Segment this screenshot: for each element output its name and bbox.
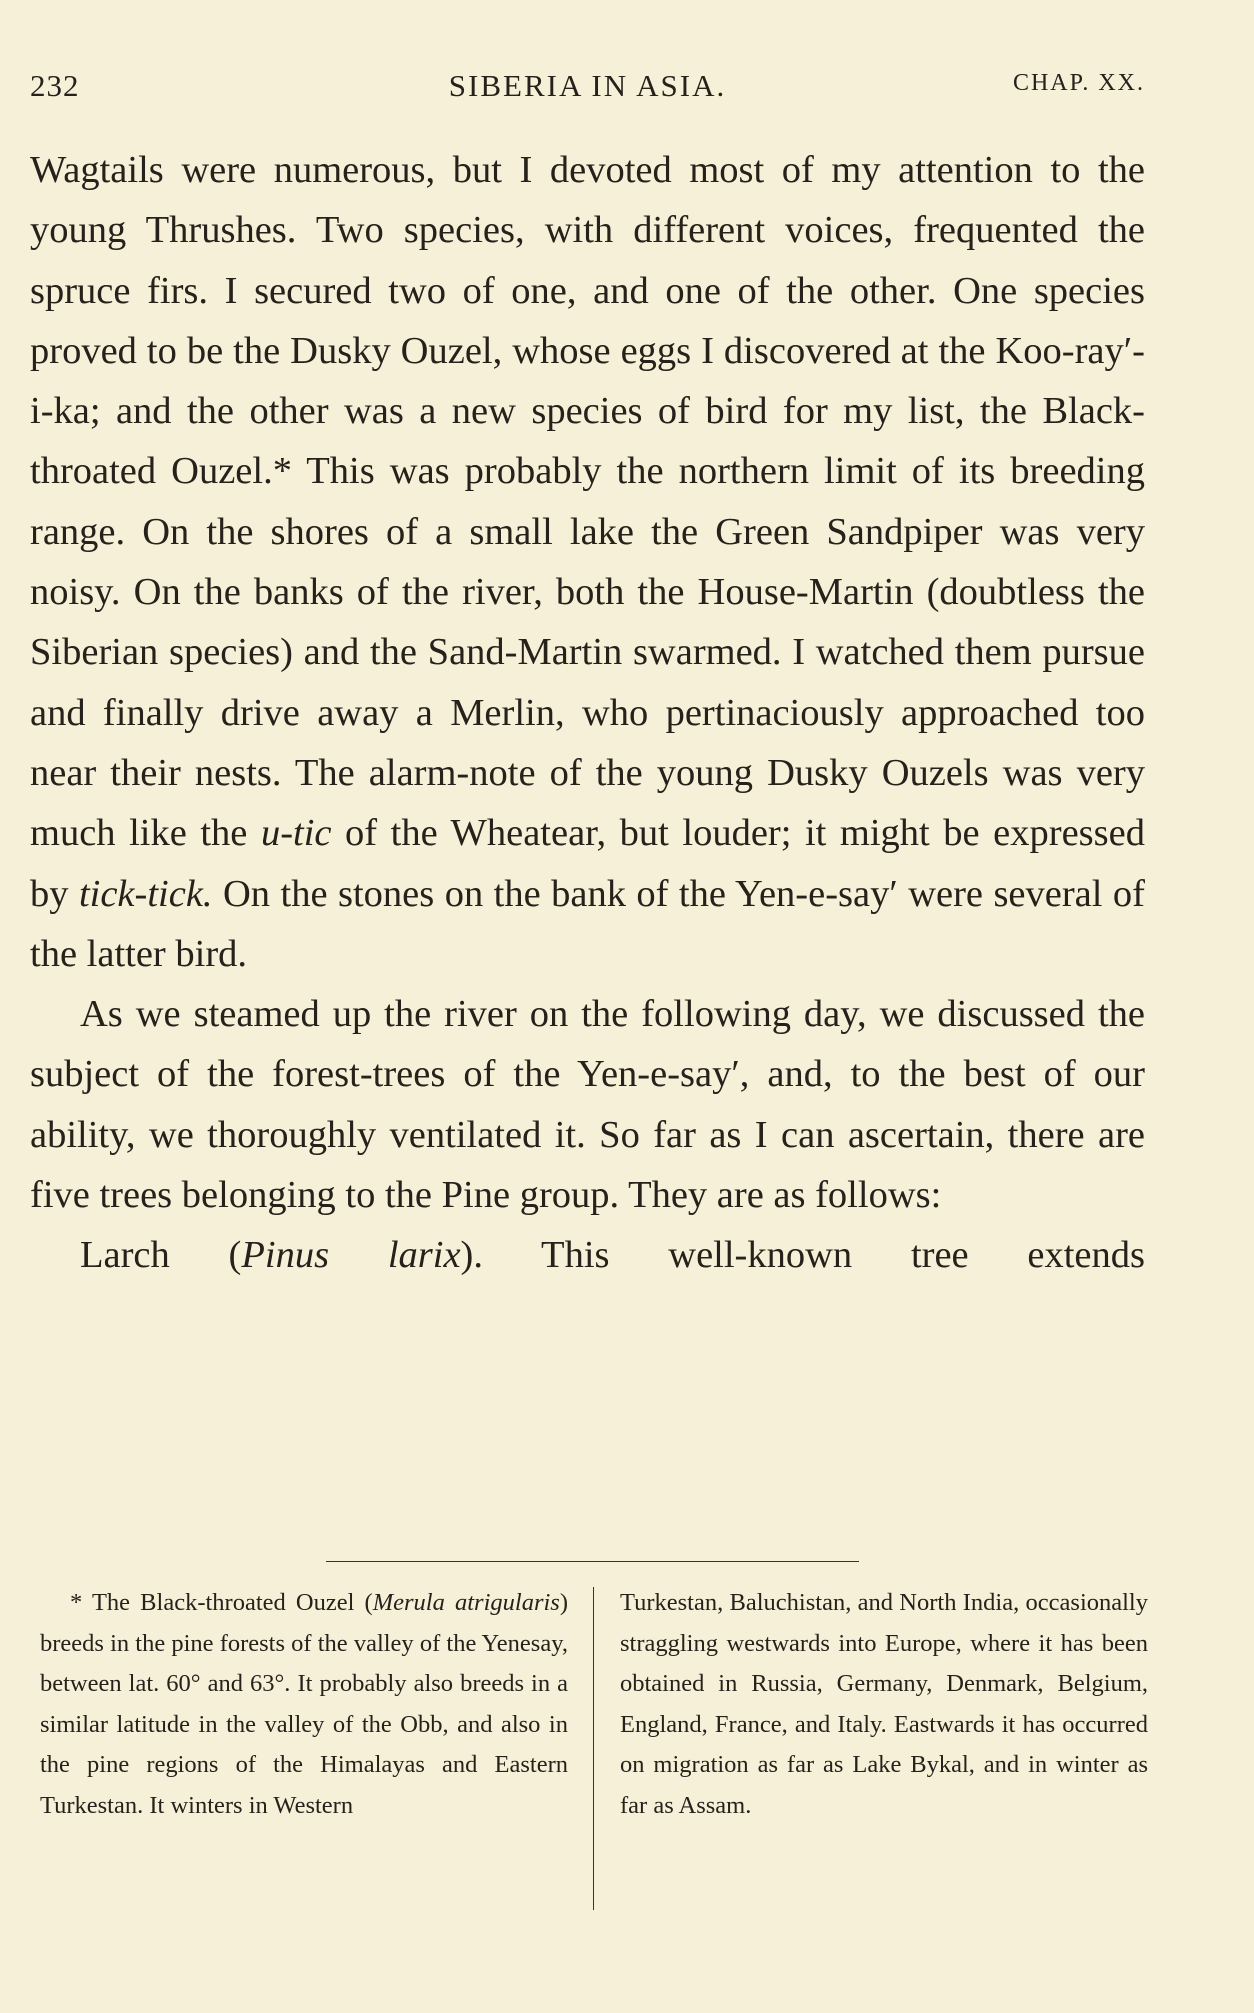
main-text: [30, 140, 1145, 1286]
paragraph-2: As we steamed up the river on the following day, we discussed the subject of the forest-trees of the Yen-e-say′, and, to the best of our ability, we thoroughly ventilated it. So far as I can ascertain, there are five trees belonging to the Pine group. They are as follows:: [30, 993, 1145, 1217]
footnote-text-1: * The Black-throated Ouzel (: [70, 1589, 373, 1616]
paragraph-3-italic-1: Pinus larix: [241, 1234, 461, 1277]
footnote-left-column: [40, 1583, 568, 1827]
paragraph-1-italic-2: tick-tick.: [78, 872, 213, 915]
footnote-area: [40, 1583, 1152, 1918]
paragraph-3-text-2: ). This well-known tree extends: [460, 1234, 1146, 1277]
paragraph-1-text-2: of the Wheatear, but louder; it might be expressed by: [30, 812, 1145, 915]
footnote-column-divider: [593, 1587, 594, 1910]
paragraph-1: [30, 140, 1145, 984]
page-header: [30, 68, 1145, 108]
footnote-right-column: Turkestan, Baluchistan, and North India, occasionally straggling westwards into Europe, where it has been obtained in Russia, Germany, Denmark, Belgium, England, France, and Italy. Eastwards it has occurred on migration as far as Lake Bykal, and in winter as far as Assam.: [620, 1589, 1148, 1819]
page-number: 232: [30, 68, 80, 103]
footnote-separator: [326, 1561, 859, 1562]
footnote-italic-1: Merula atrigularis: [372, 1589, 560, 1616]
chapter-label: CHAP. XX.: [1012, 70, 1145, 96]
paragraph-3: [30, 1225, 1145, 1285]
paragraph-1-text-1: Wagtails were numerous, but I devoted most of my attention to the young Thrushes. Two species, with different voices, frequented the spruce firs. I secured two of one, and one of the other. One species proved to be the Dusky Ouzel, whose eggs I discovered at the Koo-ray′-i-ka; and the other was a new species of bird for my list, the Black-throated Ouzel.* This was probably the northern limit of its breeding range. On the shores of a small lake the Green Sandpiper was very noisy. On the banks of the river, both the House-Martin (doubtless the Siberian species) and the Sand-Martin swarmed. I watched them pursue and finally drive away a Merlin, who pertinaciously approached too near their nests. The alarm-note of the young Dusky Ouzels was very much like the: [30, 149, 1145, 855]
paragraph-1-italic-1: u-tic: [260, 812, 332, 855]
footnote-text-2: ) breeds in the pine forests of the valley of the Yenesay, between lat. 60° and 63°. It probably also breeds in a similar latitude in the valley of the Obb, and also in the pine regions of the Himalayas and Eastern Turkestan. It winters in Western: [40, 1589, 568, 1819]
paragraph-1-text-3: On the stones on the bank of the Yen-e-say′ were several of the latter bird.: [30, 872, 1145, 975]
running-title: SIBERIA IN ASIA.: [448, 68, 727, 103]
paragraph-3-text-1: Larch (: [80, 1234, 242, 1277]
